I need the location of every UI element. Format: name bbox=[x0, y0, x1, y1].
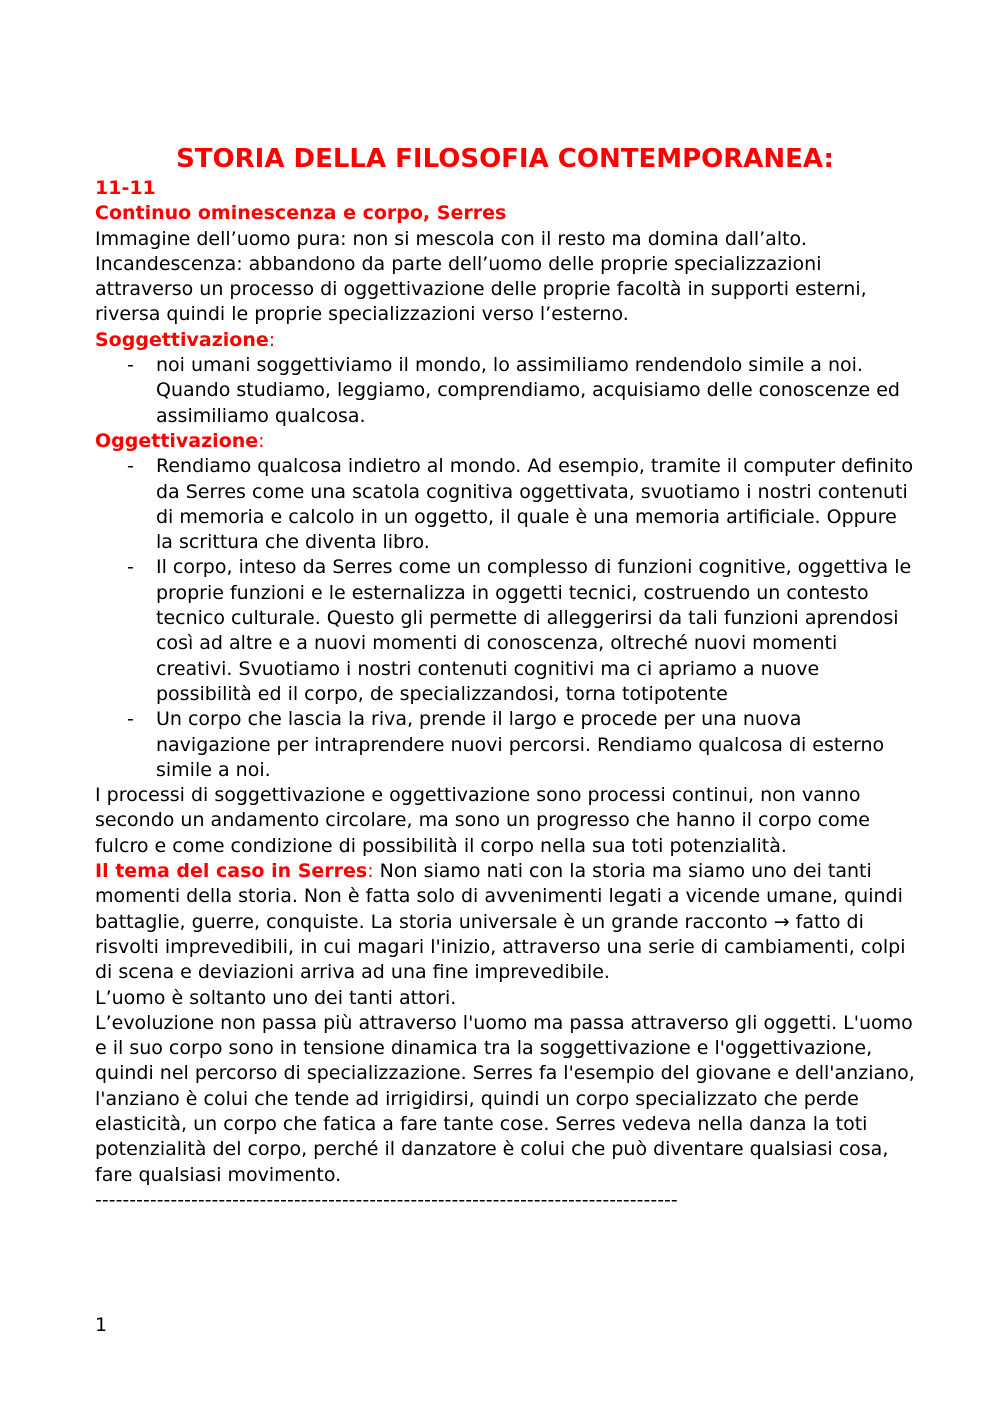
page-number: 1 bbox=[95, 1314, 108, 1336]
oggettivazione-heading: Oggettivazione bbox=[95, 429, 259, 452]
caso-heading: Il tema del caso in Serres bbox=[95, 860, 368, 883]
list-item bbox=[95, 555, 915, 707]
lecture-date: 11-11 bbox=[95, 177, 156, 199]
bullet-dash: - bbox=[127, 455, 134, 478]
list-item-text: Rendiamo qualcosa indietro al mondo. Ad esempio, tramite il computer definito da Serres come una scatola cognitiva oggettivata, svuotiamo i nostri contenuti di memoria e calcolo in un oggetto, il quale è una memoria artificiale. Oppure la scrittura che diventa libro. bbox=[156, 455, 914, 554]
soggettivazione-heading: Soggettivazione bbox=[95, 328, 269, 351]
caso-text-after: fatto di risvolti imprevedibili, in cui magari l'inizio, attraverso una serie di cambiamenti, colpi di scena e deviazioni arriva ad una fine imprevedibile. bbox=[95, 910, 906, 984]
evoluzione-paragraph: L’evoluzione non passa più attraverso l'uomo ma passa attraverso gli oggetti. L'uomo e il suo corpo sono in tensione dinamica tra la soggettivazione e l'oggettivazione, quindi nel percorso di specializzazione. Serres fa l'esempio del giovane e dell'anziano, l'anziano è colui che tende ad irrigidirsi, quindi un corpo specializzato che perde elasticità, un corpo che fatica a fare tante cose. Serres vedeva nella danza la toti potenzialità del corpo, perché il danzatore è colui che può diventare qualsiasi cosa, fare qualsiasi movimento. bbox=[95, 1011, 915, 1186]
intro-paragraph: Immagine dell’uomo pura: non si mescola con il resto ma domina dall’alto. Incandescenza: abbandono da parte dell’uomo delle proprie specializzazioni attraverso un processo di oggettivazione delle proprie facoltà in supporti esterni, riversa quindi le proprie specializzazioni verso l’esterno. bbox=[95, 227, 867, 326]
processi-paragraph: I processi di soggettivazione e oggettivazione sono processi continui, non vanno secondo un andamento circolare, ma sono un progresso che hanno il corpo come fulcro e come condizione di possibilità il corpo nella sua toti potenzialità. bbox=[95, 784, 870, 857]
document-body bbox=[95, 142, 915, 1213]
caso-text-before: Non siamo nati con la storia ma siamo uno dei tanti momenti della storia. Non è fatta solo di avvenimenti legati a vicende umane, quindi battaglie, guerre, conquiste. La storia universale è un grande racconto bbox=[95, 860, 903, 933]
bullet-dash: - bbox=[127, 556, 134, 579]
soggettivazione-colon: : bbox=[268, 328, 276, 351]
document-title: STORIA DELLA FILOSOFIA CONTEMPORANEA: bbox=[176, 144, 834, 174]
oggettivazione-heading-line bbox=[95, 429, 915, 454]
soggettivazione-heading-line bbox=[95, 328, 915, 353]
list-item bbox=[95, 454, 915, 555]
list-item-text: Un corpo che lascia la riva, prende il largo e procede per una nuova navigazione per intraprendere nuovi percorsi. Rendiamo qualcosa di esterno simile a noi. bbox=[156, 708, 885, 781]
section-heading: Continuo ominescenza e corpo, Serres bbox=[95, 202, 507, 225]
right-arrow-icon: → bbox=[773, 910, 790, 933]
list-item bbox=[95, 707, 915, 783]
bullet-dash: - bbox=[127, 708, 134, 731]
caso-paragraph bbox=[95, 859, 915, 985]
list-item-text: Il corpo, inteso da Serres come un complesso di funzioni cognitive, oggettiva le proprie funzioni e le esternalizza in oggetti tecnici, costruendo un contesto tecnico culturale. Questo gli permette di alleggerirsi da tali funzioni aprendosi così ad altre e a nuovi momenti di conoscenza, oltreché nuovi momenti creativi. Svuotiamo i nostri contenuti cognitivi ma ci apriamo a nuove possibilità ed il corpo, de specializzandosi, torna totipotente bbox=[156, 556, 912, 705]
oggettivazione-list bbox=[95, 454, 915, 783]
bullet-dash: - bbox=[127, 354, 134, 377]
soggettivazione-list bbox=[95, 353, 915, 429]
list-item bbox=[95, 353, 915, 429]
attori-line: L’uomo è soltanto uno dei tanti attori. bbox=[95, 986, 457, 1009]
separator-line: ------------------------------------------------------------------------------------- bbox=[95, 1188, 678, 1211]
list-item-text: noi umani soggettiviamo il mondo, lo assimiliamo rendendolo simile a noi. Quando studiamo, leggiamo, comprendiamo, acquisiamo delle conoscenze ed assimiliamo qualcosa. bbox=[156, 354, 900, 427]
oggettivazione-colon: : bbox=[258, 429, 265, 452]
caso-colon: : bbox=[367, 860, 374, 883]
